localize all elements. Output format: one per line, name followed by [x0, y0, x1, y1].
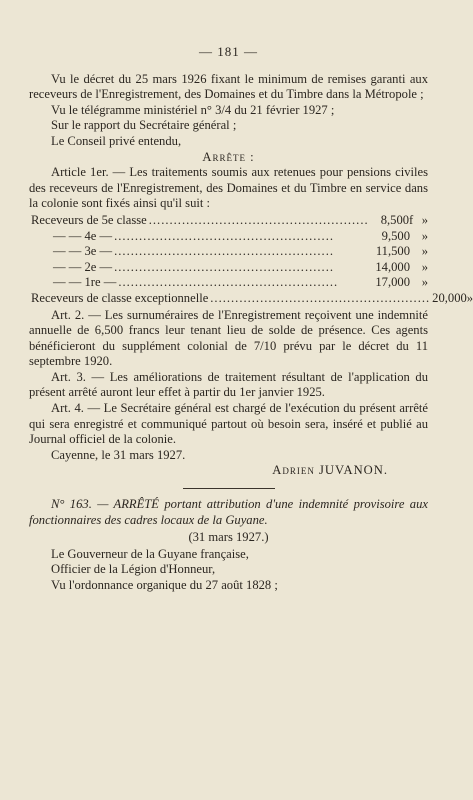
page-number: — 181 — — [199, 44, 258, 59]
leader-dots: ..................................................... — [148, 212, 369, 227]
salary-row-mark: » — [421, 259, 428, 274]
leader-dots: ..................................................... — [114, 244, 334, 259]
sur-rapport-paragraph: Sur le rapport du Secrétaire général ; — [51, 118, 237, 133]
salary-row-amount: 8,500f — [380, 212, 414, 227]
signature: Adrien JUVANON. — [272, 463, 388, 478]
section-divider — [183, 488, 275, 489]
next-decree-date: (31 mars 1927.) — [188, 530, 269, 545]
salary-row — [29, 290, 473, 307]
article-4-paragraph: Art. 4. — Le Secrétaire général est chargé de l'exécution du présent arrêté qui sera enregistré et communiqué partout où besoin sera, inséré et publié au Journal officiel de la colonie. — [29, 401, 428, 447]
leader-dots: ..................................................... — [118, 275, 339, 290]
salary-row — [29, 260, 428, 276]
next-decree-heading: N° 163. — ARRÊTÉ portant attribution d'une indemnité provisoire aux fonctionnaires des cadres locaux de la Guyane. — [29, 497, 428, 527]
salary-row-amount: 9,500 — [381, 228, 410, 243]
leader-dots: ..................................................... — [114, 259, 334, 274]
salary-row-mark: » — [421, 244, 428, 259]
salary-row-mark: » — [421, 212, 428, 227]
salary-row-label: Receveurs de 5e classe — [31, 212, 147, 227]
salary-row — [29, 229, 428, 245]
salary-row-label: — — 4e — — [53, 228, 113, 243]
salary-table — [29, 212, 473, 307]
salary-row-mark: » — [421, 275, 428, 290]
leader-dots: ..................................................... — [114, 228, 334, 243]
salary-row — [29, 244, 428, 260]
article-2-paragraph: Art. 2. — Les surnuméraires de l'Enregistrement reçoivent une indemnité annuelle de 6,500 francs leur tenant lieu de solde de présence. Ces agents bénéficieront du supplément colonial de 7/10 prévu par le décret du 11 septembre 1920. — [29, 307, 428, 369]
salary-row-mark: » — [421, 228, 428, 243]
salary-row-amount: 11,500 — [375, 244, 410, 259]
salary-row-label: — — 3e — — [53, 244, 113, 259]
governor-line: Le Gouverneur de la Guyane française, — [51, 546, 249, 561]
article-3-paragraph: Art. 3. — Les améliorations de traitement résultant de l'application du présent arrêté auront leur effet à partir du 1er janvier 1925. — [29, 369, 428, 400]
ordonnance-line: Vu l'ordonnance organique du 27 août 1828 ; — [51, 578, 278, 592]
salary-row-label: — — 1re — — [53, 275, 117, 290]
arrete-heading: Arrête : — [202, 149, 255, 164]
officer-line: Officier de la Légion d'Honneur, — [51, 562, 216, 577]
vu-decret-paragraph: Vu le décret du 25 mars 1926 fixant le minimum de remises garanti aux receveurs de l'Enregistrement, des Domaines et du Timbre dans la Métropole ; — [29, 71, 428, 102]
salary-row — [29, 213, 428, 229]
article-1-paragraph: Article 1er. — Les traitements soumis aux retenues pour pensions civiles des receveurs de l'Enregistrement, des Domaines et du Timbre en service dans la colonie sont fixés ainsi qu'il suit : — [29, 165, 428, 211]
conseil-paragraph: Le Conseil privé entendu, — [51, 133, 182, 148]
salary-row-mark: » — [466, 290, 473, 305]
salary-row-label: — — 2e — — [53, 259, 113, 274]
salary-row-label: Receveurs de classe exceptionnelle — [31, 290, 209, 305]
salary-row-amount: 14,000 — [375, 259, 410, 274]
salary-row-amount: 20,000 — [432, 290, 467, 305]
salary-row-amount: 17,000 — [375, 275, 410, 290]
salary-row — [29, 275, 428, 291]
place-date: Cayenne, le 31 mars 1927. — [51, 447, 186, 462]
leader-dots: ..................................................... — [210, 290, 431, 305]
vu-telegramme-paragraph: Vu le télégramme ministériel n° 3/4 du 21 février 1927 ; — [51, 102, 335, 117]
